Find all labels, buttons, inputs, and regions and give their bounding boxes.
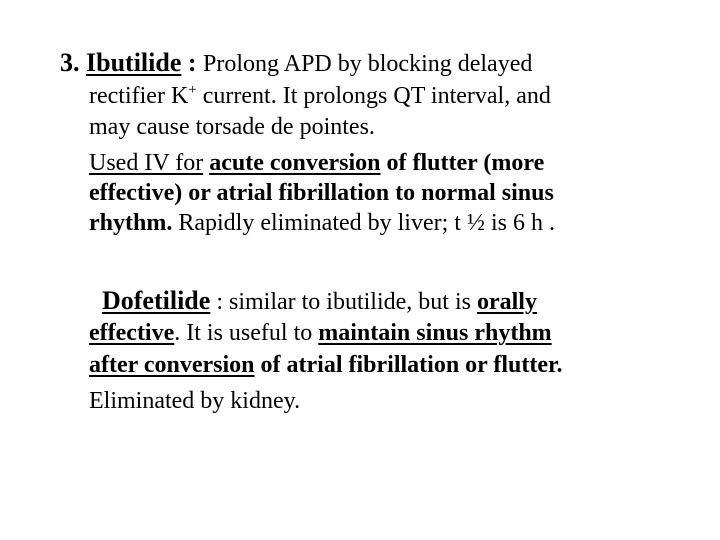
ibutilide-line-1 (60, 48, 532, 79)
ibutilide-line-2 (89, 81, 551, 111)
ibutilide-text-2a: rectifier K (89, 83, 189, 109)
dofetilide-line-1 (102, 286, 537, 317)
ibutilide-line-6 (89, 208, 555, 238)
elimination-kidney-text: Eliminated by kidney. (89, 388, 301, 414)
item-number: 3. (60, 48, 86, 77)
dofetilide-line-2 (89, 318, 552, 348)
rhythm-text: rhythm. (89, 210, 173, 236)
ibutilide-text-2b: current. It prolongs QT interval, and (196, 83, 551, 109)
dofetilide-text-1: : similar to ibutilide, but is (210, 289, 477, 315)
dofetilide-text-2: . It is useful to (174, 320, 319, 346)
after-conversion-text: after conversion (89, 352, 255, 378)
drug-name-dofetilide: Dofetilide (102, 286, 211, 315)
colon: : (181, 48, 204, 77)
used-iv-text: Used IV for (89, 150, 204, 176)
ibutilide-text-3: may cause torsade de pointes. (89, 114, 375, 140)
superscript-plus: + (188, 82, 197, 98)
effective-text: effective (89, 320, 175, 346)
ibutilide-line-4 (89, 148, 544, 178)
acute-conversion-text: acute conversion (209, 150, 381, 176)
dofetilide-line-4 (89, 386, 300, 416)
drug-name-ibutilide: Ibutilide (86, 48, 182, 77)
ibutilide-text-5: effective) or atrial fibrillation to normal sinus (89, 180, 554, 206)
dofetilide-text-3: of atrial fibrillation or flutter. (254, 352, 563, 378)
elimination-liver-text: Rapidly eliminated by liver; t ½ is 6 h . (172, 210, 555, 236)
ibutilide-line-5 (89, 178, 554, 208)
dofetilide-line-3 (89, 350, 562, 380)
orally-text: orally (476, 289, 537, 315)
maintain-sinus-rhythm-text: maintain sinus rhythm (318, 320, 552, 346)
ibutilide-lead-text: Prolong APD by blocking delayed (203, 51, 533, 77)
ibutilide-line-3 (89, 112, 375, 142)
flutter-text: of flutter (more (380, 150, 545, 176)
